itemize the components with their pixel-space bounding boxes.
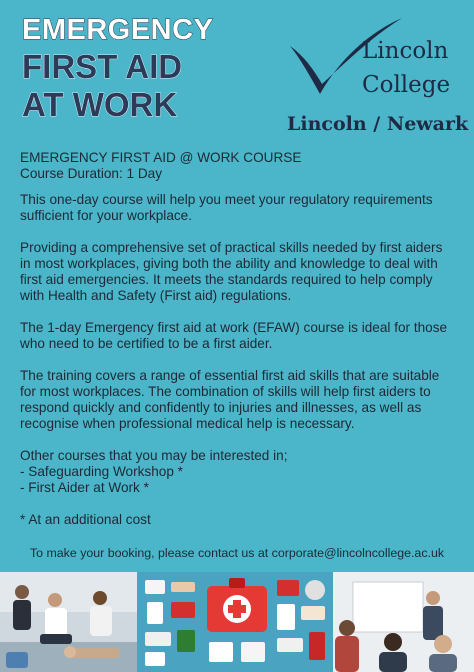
classroom-photo (333, 572, 474, 672)
other-courses (20, 448, 454, 496)
other-course-item: - First Aider at Work * (20, 480, 149, 495)
paragraph-4: The training covers a range of essential first aid skills that are suitable for most workplaces. The combination of skills will help first aiders to respond quickly and confidently to injuries and illnesses, as well as recognise when professional medical help is necessary. (20, 368, 440, 431)
photo-strip (0, 572, 474, 672)
other-course-item: - Safeguarding Workshop * (20, 464, 183, 479)
course-header (20, 150, 454, 182)
cpr-training-photo (0, 572, 137, 672)
paragraph-2: Providing a comprehensive set of practical skills needed by first aiders in most workplaces, giving both the ability and knowledge to deal with first aid emergencies. It meets the standards required to help comply with Health and Safety (First aid) regulations. (20, 240, 443, 303)
college-logo (282, 10, 467, 138)
course-duration: Course Duration: 1 Day (20, 166, 163, 181)
other-courses-intro: Other courses that you may be interested in; (20, 448, 288, 463)
headline-line-1: EMERGENCY (22, 14, 214, 46)
course-content (20, 150, 454, 544)
headline (22, 16, 213, 121)
headline-line-3: AT WORK (22, 86, 178, 123)
logo-name-line-1: Lincoln (362, 38, 449, 64)
first-aid-kit-photo (137, 572, 333, 672)
course-title: EMERGENCY FIRST AID @ WORK COURSE (20, 150, 302, 165)
contact-line: To make your booking, please contact us at corporate@lincolncollege.ac.uk (29, 546, 445, 560)
paragraph-3: The 1-day Emergency first aid at work (EFAW) course is ideal for those who need to be certified to be a first aider. (20, 320, 448, 351)
logo-campus: Lincoln / Newark (287, 113, 469, 135)
paragraph-1: This one-day course will help you meet your regulatory requirements sufficient for your workplace. (20, 192, 433, 223)
footnote: * At an additional cost (20, 512, 151, 527)
logo-name-line-2: College (362, 72, 451, 98)
headline-line-2: FIRST AID (22, 48, 183, 85)
